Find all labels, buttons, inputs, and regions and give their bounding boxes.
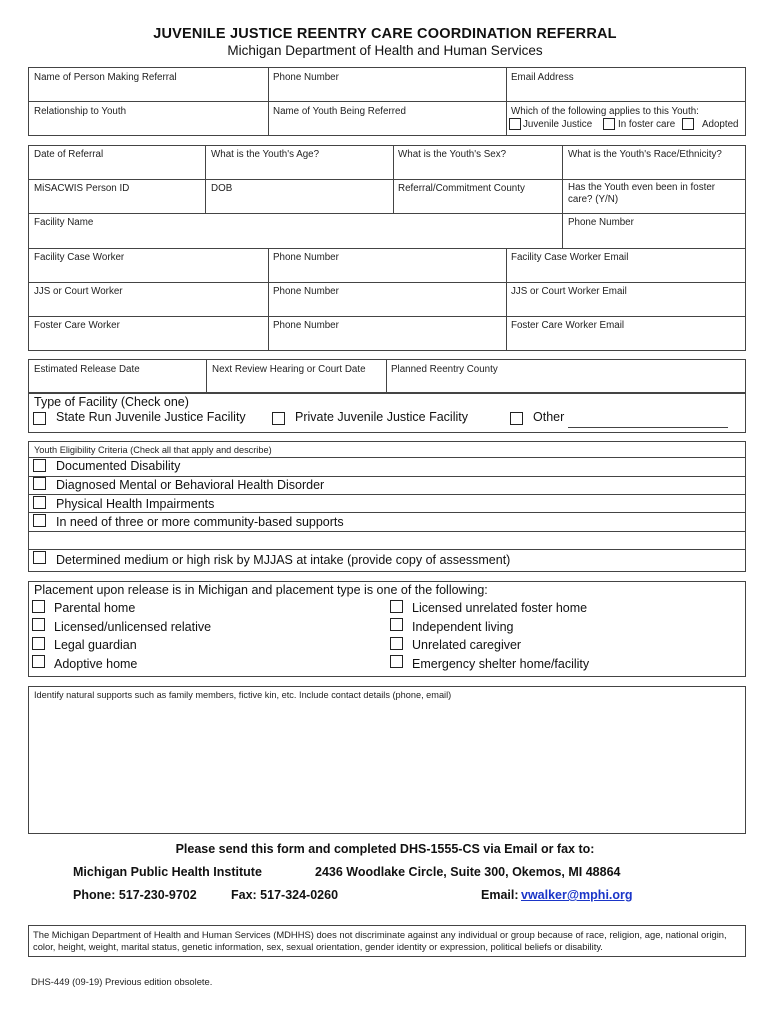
applies-question: Which of the following applies to this Youth: [511,106,699,117]
private-label: Private Juvenile Justice Facility [295,410,468,424]
reentry-county-field[interactable]: Planned Reentry County [391,364,498,375]
foster-phone-field[interactable]: Phone Number [273,320,339,331]
natural-supports-heading: Identify natural supports such as family members, fictive kin, etc. Include contact details (phone, email) [34,690,452,700]
emergency-shelter-label: Emergency shelter home/facility [412,657,590,671]
referrer-name-field[interactable]: Name of Person Making Referral [34,72,177,83]
referrer-phone-field[interactable]: Phone Number [273,72,339,83]
independent-living-label: Independent living [412,620,514,634]
unrelated-caregiver-checkbox[interactable] [390,637,403,650]
date-of-referral-field[interactable]: Date of Referral [34,149,104,160]
documented-disability-checkbox[interactable] [33,459,46,472]
juvenile-justice-label: Juvenile Justice [523,119,593,130]
parental-home-checkbox[interactable] [32,600,45,613]
youth-name-field[interactable]: Name of Youth Being Referred [273,106,406,117]
jjs-email-field[interactable]: JJS or Court Worker Email [511,286,627,297]
organization-address: 2436 Woodlake Circle, Suite 300, Okemos, MI 48864 [315,865,621,879]
juvenile-justice-checkbox[interactable] [509,118,521,130]
adoptive-home-label: Adoptive home [54,657,138,671]
county-field[interactable]: Referral/Commitment County [398,183,525,194]
unrelated-foster-label: Licensed unrelated foster home [412,601,588,615]
private-checkbox[interactable] [272,412,285,425]
documented-disability-label: Documented Disability [56,459,181,473]
mjjas-risk-checkbox[interactable] [33,551,46,564]
youth-race-field[interactable]: What is the Youth's Race/Ethnicity? [568,149,722,160]
form-subtitle: Michigan Department of Health and Human Services [227,43,543,58]
unrelated-caregiver-label: Unrelated caregiver [412,638,522,652]
legal-guardian-checkbox[interactable] [32,637,45,650]
form-title: JUVENILE JUSTICE REENTRY CARE COORDINATION REFERRAL [153,26,617,42]
adoptive-home-checkbox[interactable] [32,655,45,668]
state-run-checkbox[interactable] [33,412,46,425]
referrer-email-field[interactable]: Email Address [511,72,574,83]
other-label: Other [533,410,565,424]
independent-living-checkbox[interactable] [390,618,403,631]
jjs-worker-field[interactable]: JJS or Court Worker [34,286,123,297]
community-supports-label: In need of three or more community-based supports [56,515,344,529]
case-worker-email-field[interactable]: Facility Case Worker Email [511,252,629,263]
organization-fax: Fax: 517-324-0260 [231,888,339,902]
mjjas-risk-label: Determined medium or high risk by MJJAS at intake (provide copy of assessment) [56,553,511,567]
mental-health-label: Diagnosed Mental or Behavioral Health Disorder [56,478,325,492]
form-identifier: DHS-449 (09-19) Previous edition obsolete. [31,976,213,987]
foster-email-field[interactable]: Foster Care Worker Email [511,320,625,331]
organization-name: Michigan Public Health Institute [73,865,262,879]
jjs-phone-field[interactable]: Phone Number [273,286,339,297]
relative-label: Licensed/unlicensed relative [54,620,212,634]
parental-home-label: Parental home [54,601,136,615]
email-link[interactable]: vwalker@mphi.org [521,888,633,902]
review-hearing-field[interactable]: Next Review Hearing or Court Date [212,364,366,375]
foster-care-checkbox[interactable] [603,118,615,130]
placement-heading: Placement upon release is in Michigan and placement type is one of the following: [34,583,488,597]
legal-guardian-label: Legal guardian [54,638,137,652]
email-label: Email: [481,888,519,902]
release-date-field[interactable]: Estimated Release Date [34,364,140,375]
physical-health-label: Physical Health Impairments [56,497,215,511]
other-checkbox[interactable] [510,412,523,425]
relative-checkbox[interactable] [32,618,45,631]
natural-supports-section[interactable] [28,686,746,834]
adopted-checkbox[interactable] [682,118,694,130]
mental-health-checkbox[interactable] [33,477,46,490]
eligibility-heading: Youth Eligibility Criteria (Check all that apply and describe) [34,445,272,455]
youth-age-field[interactable]: What is the Youth's Age? [211,149,320,160]
relationship-field[interactable]: Relationship to Youth [34,106,127,117]
foster-care-label: In foster care [618,119,676,130]
facility-name-field[interactable]: Facility Name [34,217,94,228]
organization-phone: Phone: 517-230-9702 [73,888,197,902]
foster-care-question-field[interactable]: Has the Youth even been in foster care? (Y/N) [568,182,716,205]
emergency-shelter-checkbox[interactable] [390,655,403,668]
facility-type-heading: Type of Facility (Check one) [34,395,189,409]
dob-field[interactable]: DOB [211,183,233,194]
adopted-label: Adopted [702,119,739,130]
case-worker-field[interactable]: Facility Case Worker [34,252,125,263]
nondiscrimination-text: The Michigan Department of Health and Human Services (MDHHS) does not discriminate against any individual or group because of race, religion, age, national origin, color, height, weight, marital status, genetic information, sex, sexual orientation, gender identity or expression, political beliefs or disability. [33,929,727,952]
send-instructions: Please send this form and completed DHS-1555-CS via Email or fax to: [175,842,595,856]
physical-health-checkbox[interactable] [33,496,46,509]
unrelated-foster-checkbox[interactable] [390,600,403,613]
misacwis-field[interactable]: MiSACWIS Person ID [34,183,130,194]
foster-worker-field[interactable]: Foster Care Worker [34,320,120,331]
case-worker-phone-field[interactable]: Phone Number [273,252,339,263]
community-supports-checkbox[interactable] [33,514,46,527]
other-write-in-line[interactable] [568,427,728,428]
facility-phone-field[interactable]: Phone Number [568,217,634,228]
youth-sex-field[interactable]: What is the Youth's Sex? [398,149,507,160]
state-run-label: State Run Juvenile Justice Facility [56,410,246,424]
